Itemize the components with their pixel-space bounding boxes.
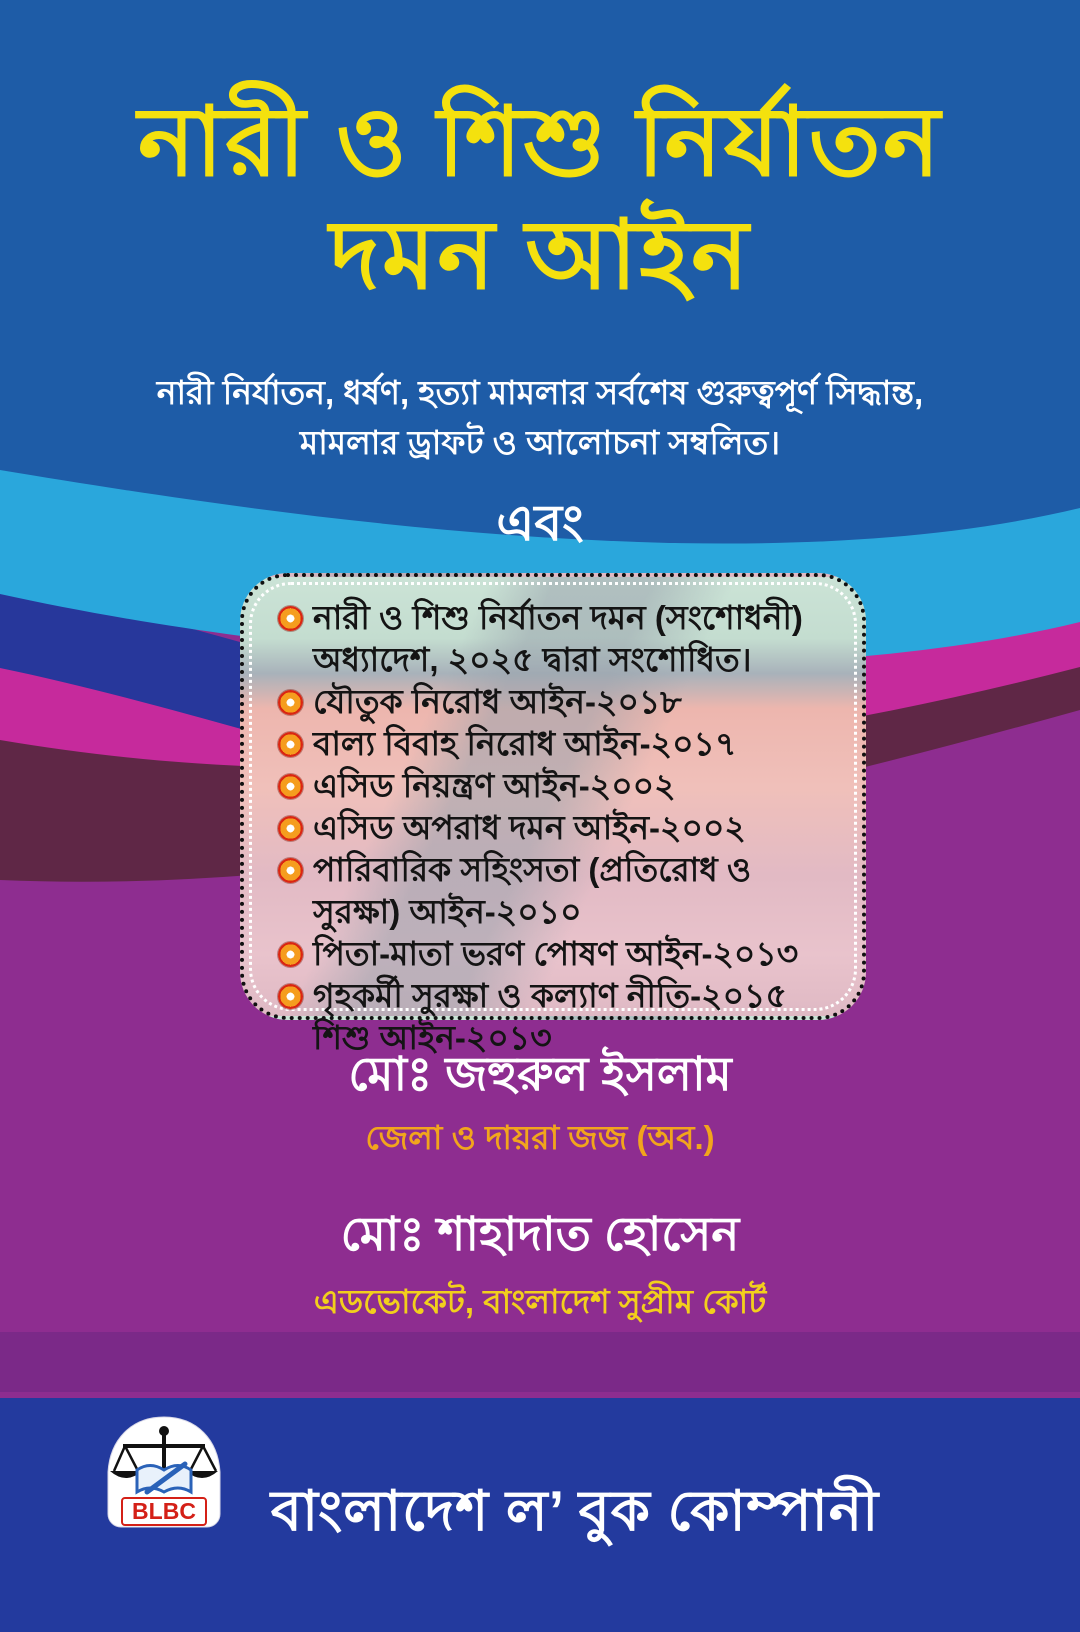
star-bullet-icon: [278, 942, 303, 967]
law-item-text: পারিবারিক সহিংসতা (প্রতিরোধ ও সুরক্ষা) আইন-২০১০: [313, 851, 752, 930]
law-item-text: এসিড নিয়ন্ত্রণ আইন-২০০২: [313, 767, 676, 804]
connector-word: এবং: [496, 495, 584, 551]
law-list-item: [278, 681, 840, 723]
publisher-logo-scales-icon: [95, 1414, 233, 1532]
law-item-text: গৃহকর্মী সুরক্ষা ও কল্যাণ নীতি-২০১৫: [313, 977, 787, 1014]
law-item-text: শিশু আইন-২০১৩: [313, 1019, 552, 1056]
star-bullet-icon: [278, 858, 303, 883]
author2-name: মোঃ শাহাদাত হোসেন: [340, 1207, 740, 1260]
law-list-item: [278, 597, 840, 681]
law-item-text: যৌতুক নিরোধ আইন-২০১৮: [313, 683, 682, 720]
book-title-line1: নারী ও শিশু নির্যাতন: [137, 89, 943, 196]
law-item-text: পিতা-মাতা ভরণ পোষণ আইন-২০১৩: [313, 935, 799, 972]
law-list-item: [278, 933, 840, 975]
subtitle-line2: মামলার ড্রাফট ও আলোচনা সম্বলিত।: [299, 423, 781, 461]
subtitle-line1: নারী নির্যাতন, ধর্ষণ, হত্যা মামলার সর্বশেষ গুরুত্বপূর্ণ সিদ্ধান্ত,: [156, 374, 924, 411]
scale-beam: [123, 1444, 205, 1448]
author2-title: এডভোকেট, বাংলাদেশ সুপ্রীম কোর্ট: [313, 1283, 767, 1320]
author1-title: জেলা ও দায়রা জজ (অব.): [365, 1119, 715, 1156]
author1-name: মোঃ জহুরুল ইসলাম: [348, 1047, 732, 1100]
logo-text: BLBC: [132, 1498, 196, 1524]
law-item-text: বাল্য বিবাহ নিরোধ আইন-২০১৭: [313, 725, 737, 762]
star-bullet-icon: [278, 816, 303, 841]
star-bullet-icon: [278, 606, 303, 631]
publisher-band: [0, 1398, 1080, 1632]
law-list-item: [278, 723, 840, 765]
law-list-item: [278, 1017, 840, 1059]
title-block: [0, 86, 1080, 313]
star-bullet-icon: [278, 732, 303, 757]
law-list-box-inner: [249, 582, 857, 1056]
publisher-name: বাংলাদেশ ল’ বুক কোম্পানী: [270, 1479, 880, 1542]
star-bullet-icon: [278, 774, 303, 799]
law-list-item: [278, 849, 840, 933]
purple-shade-stripe: [0, 1332, 1080, 1392]
star-bullet-icon: [278, 984, 303, 1009]
star-bullet-icon: [278, 690, 303, 715]
law-list-item: [278, 765, 840, 807]
law-item-text: এসিড অপরাধ দমন আইন-২০০২: [313, 809, 746, 846]
book-title-line2: দমন আইন: [329, 202, 751, 310]
law-item-text: নারী ও শিশু নির্যাতন দমন (সংশোধনী) অধ্যাদেশ, ২০২৫ দ্বারা সংশোধিত।: [313, 599, 803, 678]
subtitle-block: [0, 368, 1080, 467]
law-list-box: [240, 573, 866, 1056]
law-list-item: [278, 807, 840, 849]
law-list-item: [278, 975, 840, 1017]
